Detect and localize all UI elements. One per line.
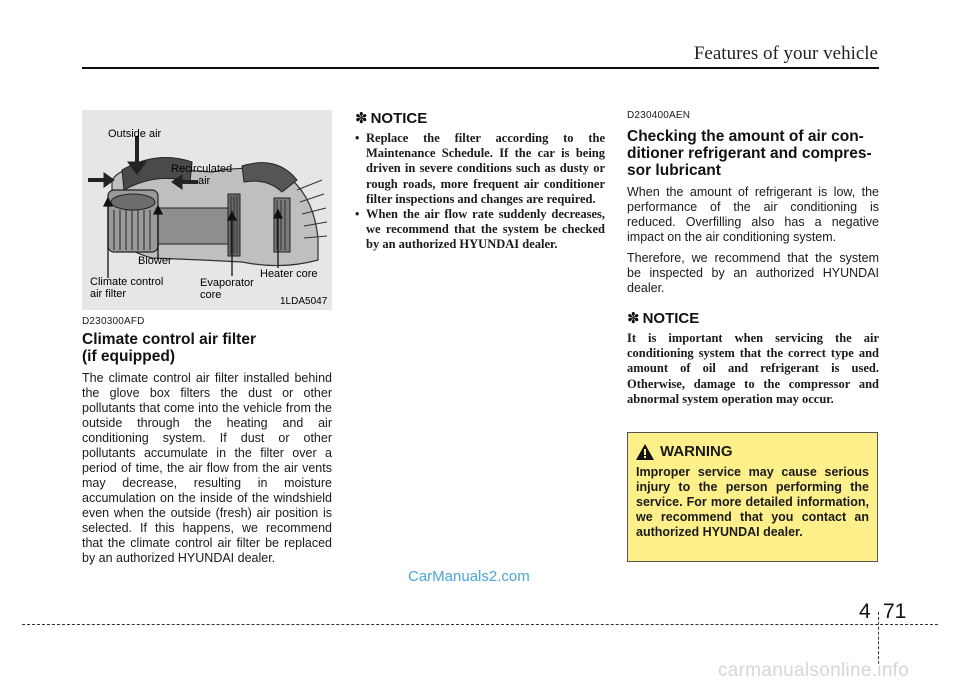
- notice-item: • When the air flow rate suddenly decreases, we recommend that the system be checked by an authorized HYUNDAI dealer.: [355, 207, 605, 253]
- warning-body: Improper service may cause serious injury to the person performing the service. For more detailed information, we recommend that you contact an authorized HYUNDAI dealer.: [636, 465, 869, 539]
- watermark: CarManuals2.com: [408, 568, 530, 585]
- notice-item: • Replace the filter according to the Maintenance Schedule. If the car is being driven in severe conditions such as dusty or rough roads, more frequent air conditioner filter inspections and changes are required.: [355, 131, 605, 207]
- notice-star-icon: ✽: [355, 110, 368, 127]
- refrigerant-title-line2: ditioner refrigerant and compres-: [627, 145, 872, 162]
- notice-heading-1: [355, 110, 605, 128]
- label-outside-air: Outside air: [108, 128, 162, 140]
- column-middle: [355, 110, 605, 253]
- filter-section-code: D230300AFD: [82, 316, 145, 327]
- refrigerant-para-2: Therefore, we recommend that the system be inspected by an authorized HYUNDAI dealer.: [627, 251, 879, 295]
- refrigerant-section-code: D230400AEN: [627, 110, 691, 121]
- warning-title: WARNING: [660, 443, 733, 460]
- label-recirculated-line2: air: [198, 175, 211, 187]
- label-blower: Blower: [138, 255, 172, 267]
- filter-title-line1: Climate control air filter: [82, 331, 256, 348]
- notice-title-2: NOTICE: [642, 310, 700, 327]
- section-header: Features of your vehicle: [693, 43, 878, 64]
- chapter-number: 4: [859, 600, 871, 623]
- notice-star-icon: ✽: [627, 310, 640, 327]
- filter-section-title: [82, 331, 332, 365]
- warning-header: [636, 443, 869, 460]
- warning-triangle-icon: [636, 444, 654, 460]
- label-filter-line1: Climate control: [90, 276, 164, 288]
- label-heater-core: Heater core: [260, 268, 318, 280]
- label-filter-line2: air filter: [90, 288, 127, 300]
- notice-body-2: It is important when servicing the air conditioning system that the correct type and amount of oil and refrigerant is used. Otherwise, damage to the compressor and abnormal system operation may occur.: [627, 331, 879, 406]
- site-watermark: carmanualsonline.info: [718, 660, 910, 681]
- refrigerant-title-line1: Checking the amount of air con-: [627, 128, 864, 145]
- filter-section-body: The climate control air filter installed behind the glove box filters the dust or other pollutants that come into the vehicle from the outside through the heating and air conditioning system. If dust or other pollutants accumulate in the filter over a period of time, the air flow from the air vents may decrease, resulting in moisture accumulation on the inside of the windshield even when the outside (fresh) air position is selected. If this happens, we recommend that the climate control air filter be replaced by an authorized HYUNDAI dealer.: [82, 371, 332, 565]
- notice-title-1: NOTICE: [370, 110, 428, 127]
- notice-list-1: [355, 131, 605, 253]
- footer-rule: [22, 624, 938, 625]
- refrigerant-section-title: [627, 128, 879, 179]
- header-rule: [82, 67, 879, 69]
- label-evaporator-line2: core: [200, 289, 222, 301]
- column-left: [82, 110, 332, 566]
- label-recirculated-line1: Recirculated: [171, 163, 233, 175]
- warning-box: [627, 432, 878, 562]
- filter-title-line2: (if equipped): [82, 348, 175, 365]
- air-filter-figure: [82, 110, 332, 310]
- refrigerant-title-line3: sor lubricant: [627, 162, 721, 179]
- notice-heading-2: [627, 310, 879, 328]
- page-divider: [878, 612, 879, 664]
- column-right: [627, 110, 879, 407]
- page-number: 71: [883, 600, 907, 623]
- figure-code: 1LDA5047: [280, 296, 328, 307]
- label-evaporator-line1: Evaporator: [200, 277, 254, 289]
- refrigerant-para-1: When the amount of refrigerant is low, the performance of the air conditioning is reduced. Overfilling also has a negative impact on the air conditioning system.: [627, 185, 879, 244]
